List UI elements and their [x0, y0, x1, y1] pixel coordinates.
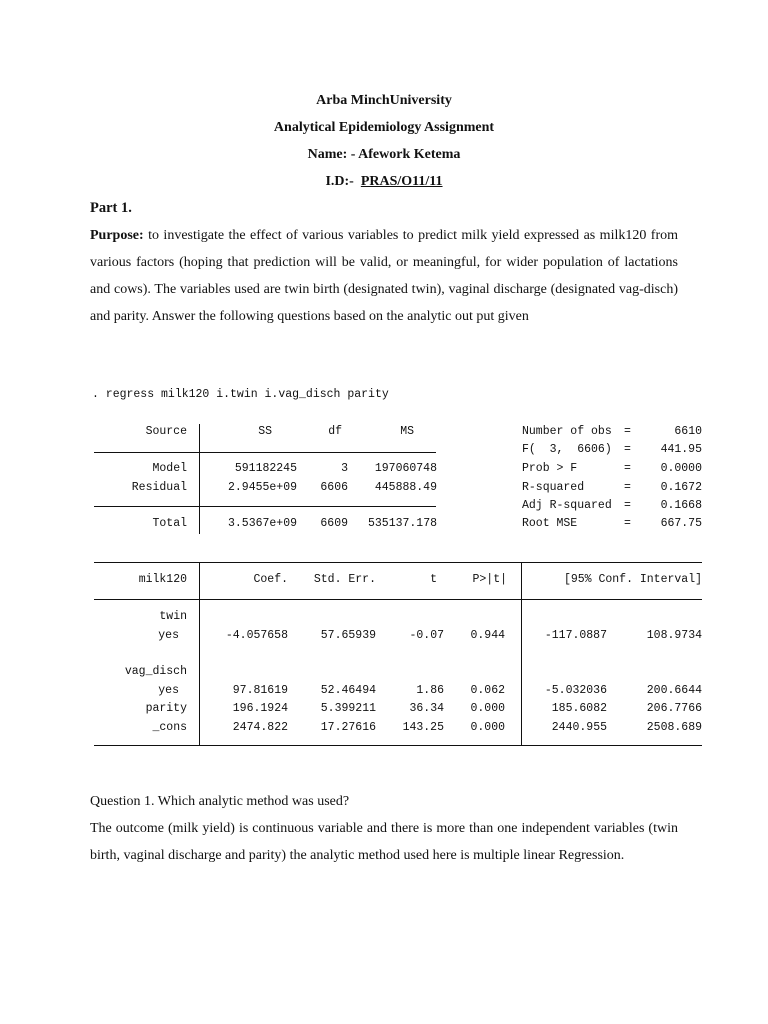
stat-value: 6610	[674, 425, 702, 438]
coef-row-se: 17.27616	[320, 721, 376, 734]
coef-group-twin: twin	[159, 610, 187, 623]
coef-row-var: parity	[145, 702, 187, 715]
coef-row-coef: 97.81619	[232, 684, 288, 697]
coef-group-vag-disch: vag_disch	[124, 665, 187, 678]
stat-value: 0.1668	[660, 499, 702, 512]
anova-row-residual-source: Residual	[131, 481, 187, 494]
stat-label: Prob > F	[522, 462, 578, 475]
stata-command: . regress milk120 i.twin i.vag_disch parity	[92, 388, 389, 401]
anova-total-ss: 3.5367e+09	[227, 517, 297, 530]
anova-divider-top	[94, 452, 436, 453]
coef-row-p: 0.000	[470, 702, 505, 715]
anova-divider-bottom	[94, 506, 436, 507]
coef-row-var: yes	[158, 684, 179, 697]
anova-row-model-source: Model	[152, 462, 187, 475]
coef-row-ci-low: 2440.955	[551, 721, 607, 734]
coef-row-t: 1.86	[416, 684, 444, 697]
stat-value: 0.0000	[660, 462, 702, 475]
stat-eq: =	[624, 517, 631, 530]
coef-row-ci-high: 2508.689	[646, 721, 702, 734]
coef-header-t: t	[430, 573, 437, 586]
coef-row-t: 36.34	[409, 702, 444, 715]
coef-row-ci-high: 108.9734	[646, 629, 702, 642]
coef-row-ci-low: -5.032036	[544, 684, 607, 697]
coef-vertical-divider	[199, 563, 200, 746]
anova-header-ms: MS	[400, 425, 414, 438]
stat-label: Root MSE	[522, 517, 578, 530]
coef-row-coef: 2474.822	[232, 721, 288, 734]
coef-rule-header	[94, 599, 702, 600]
stat-eq: =	[624, 481, 631, 494]
anova-header-df: df	[328, 425, 342, 438]
coef-ci-divider	[521, 563, 522, 746]
anova-row-model-df: 3	[341, 462, 348, 475]
coef-row-t: 143.25	[402, 721, 444, 734]
anova-row-residual-df: 6606	[320, 481, 348, 494]
stat-label: R-squared	[522, 481, 585, 494]
coef-row-coef: -4.057658	[225, 629, 288, 642]
coef-header-se: Std. Err.	[313, 573, 376, 586]
coef-row-var: yes	[158, 629, 179, 642]
coef-row-se: 52.46494	[320, 684, 376, 697]
university-title: Arba MinchUniversity	[316, 93, 452, 108]
purpose-label: Purpose:	[90, 228, 144, 243]
stat-value: 0.1672	[660, 481, 702, 494]
question-1: Question 1. Which analytic method was used?	[90, 794, 350, 809]
coef-row-p: 0.062	[470, 684, 505, 697]
coef-row-t: -0.07	[409, 629, 444, 642]
coef-rule-bottom	[94, 745, 702, 746]
coef-header-coef: Coef.	[253, 573, 288, 586]
coef-header-p: P>|t|	[472, 573, 507, 586]
part-title: Part 1.	[90, 200, 132, 216]
coef-row-ci-high: 200.6644	[646, 684, 702, 697]
stat-eq: =	[624, 499, 631, 512]
coef-row-var: _cons	[152, 721, 187, 734]
coef-header-var: milk120	[138, 573, 187, 586]
coef-row-se: 57.65939	[320, 629, 376, 642]
coef-row-se: 5.399211	[320, 702, 376, 715]
id-value: PRAS/O11/11	[360, 174, 443, 189]
anova-header-ss: SS	[258, 425, 272, 438]
coef-row-ci-low: -117.0887	[544, 629, 607, 642]
student-id	[0, 173, 768, 191]
stat-eq: =	[624, 425, 631, 438]
anova-total-ms: 535137.178	[367, 517, 437, 530]
id-label: I.D:-	[325, 174, 354, 189]
purpose-text: to investigate the effect of various variables to predict milk yield expressed as milk120 from various factors (hoping that prediction will be valid, or meaningful, for wider population of lactations and cows). The variables used are twin birth (designated twin), vaginal discharge (designated vag-disch) and parity. Answer the following questions based on the analytic out put given	[90, 228, 678, 324]
answer-1: The outcome (milk yield) is continuous variable and there is more than one independent variables (twin birth, vaginal discharge and parity) the analytic method used here is multiple linear Regression.	[90, 821, 678, 863]
stat-value: 667.75	[660, 517, 702, 530]
coef-row-p: 0.000	[470, 721, 505, 734]
anova-row-residual-ms: 445888.49	[374, 481, 437, 494]
stat-eq: =	[624, 462, 631, 475]
stat-value: 441.95	[660, 443, 702, 456]
coef-rule-top	[94, 562, 702, 563]
coef-row-p: 0.944	[470, 629, 505, 642]
anova-row-residual-ss: 2.9455e+09	[227, 481, 297, 494]
stat-label: Adj R-squared	[522, 499, 612, 512]
purpose-paragraph	[90, 222, 678, 330]
stat-eq: =	[624, 443, 631, 456]
anova-total-source: Total	[152, 517, 187, 530]
stat-label: Number of obs	[522, 425, 612, 438]
anova-header-source: Source	[145, 425, 187, 438]
coef-row-ci-high: 206.7766	[646, 702, 702, 715]
anova-total-df: 6609	[320, 517, 348, 530]
anova-vertical-divider	[199, 424, 200, 534]
assignment-title: Analytical Epidemiology Assignment	[273, 120, 495, 135]
stat-label: F( 3, 6606)	[522, 443, 612, 456]
anova-row-model-ss: 591182245	[234, 462, 297, 475]
student-name: Name: - Afework Ketema	[307, 147, 461, 162]
coef-row-ci-low: 185.6082	[551, 702, 607, 715]
anova-row-model-ms: 197060748	[374, 462, 437, 475]
coef-header-ci: [95% Conf. Interval]	[563, 573, 702, 586]
coef-row-coef: 196.1924	[232, 702, 288, 715]
